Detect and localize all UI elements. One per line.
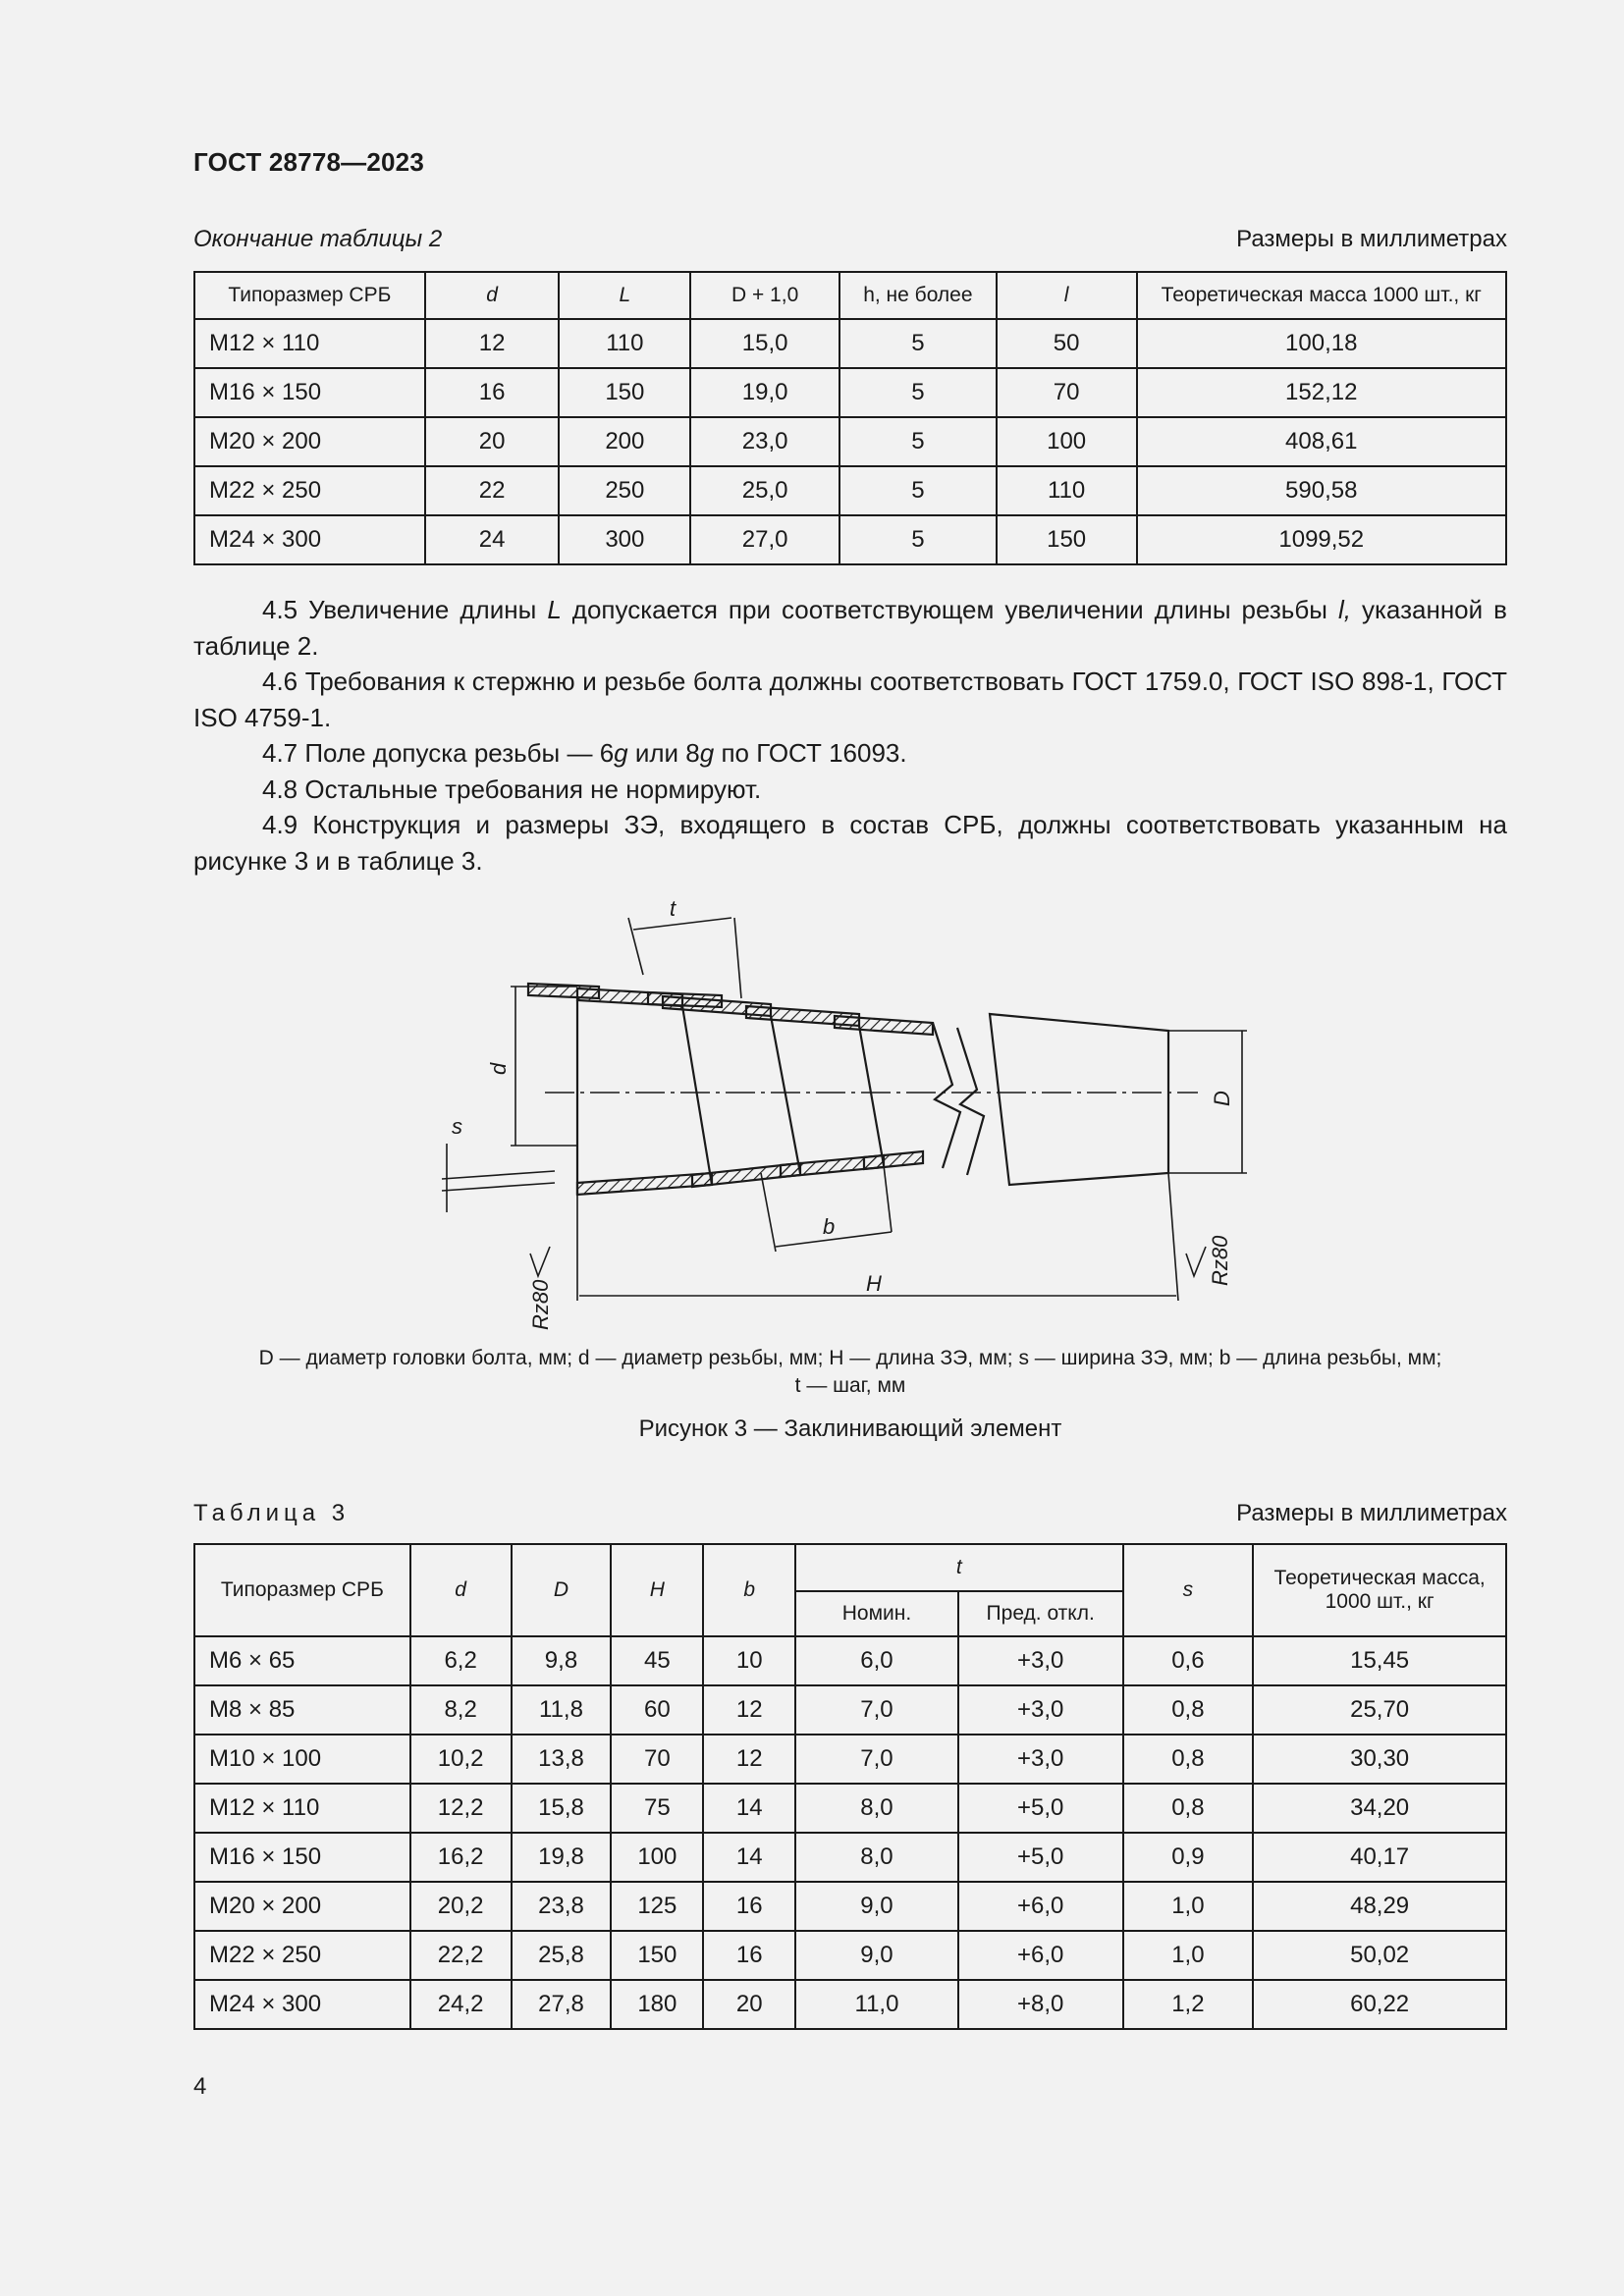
table-cell: М12 × 110 — [194, 1784, 410, 1833]
table-cell: М6 × 65 — [194, 1636, 410, 1685]
table-cell: 150 — [559, 368, 690, 417]
table-cell: 14 — [703, 1833, 795, 1882]
table-cell: 22,2 — [410, 1931, 512, 1980]
table-cell: 1099,52 — [1137, 515, 1506, 564]
table-cell: 14 — [703, 1784, 795, 1833]
table-cell: 0,8 — [1123, 1685, 1254, 1735]
table-cell: 16 — [425, 368, 560, 417]
table-cell: 110 — [997, 466, 1137, 515]
table-cell: 15,45 — [1253, 1636, 1506, 1685]
table-cell: 15,8 — [512, 1784, 612, 1833]
table-cell: 19,8 — [512, 1833, 612, 1882]
figure-label-b: b — [823, 1214, 836, 1239]
table-cell: 8,0 — [795, 1784, 958, 1833]
standard-header: ГОСТ 28778—2023 — [193, 147, 424, 177]
table-cell: 180 — [611, 1980, 703, 2029]
table-cell: 5 — [839, 515, 997, 564]
page-number: 4 — [193, 2073, 207, 2100]
table-row — [194, 368, 1506, 417]
table-row — [194, 1980, 1506, 2029]
table2 — [193, 271, 1507, 565]
table3-col-d: d — [410, 1544, 512, 1636]
table-cell: 5 — [839, 319, 997, 368]
table-cell: М20 × 200 — [194, 1882, 410, 1931]
figure-wedge-element — [422, 888, 1286, 1340]
figure-legend — [193, 1345, 1507, 1400]
table-row — [194, 1685, 1506, 1735]
figure-label-t: t — [670, 896, 677, 921]
table3-col-t: t — [795, 1544, 1122, 1591]
table3-col-t-nom: Номин. — [795, 1591, 958, 1636]
table-cell: 23,8 — [512, 1882, 612, 1931]
table-cell: 408,61 — [1137, 417, 1506, 466]
table-cell: +3,0 — [958, 1636, 1123, 1685]
table-cell: 150 — [997, 515, 1137, 564]
table-row — [194, 515, 1506, 564]
table-cell: 25,0 — [690, 466, 839, 515]
table-cell: +5,0 — [958, 1784, 1123, 1833]
clause-4-6: 4.6 Требования к стержню и резьбе болта должны соответствовать ГОСТ 1759.0, ГОСТ ISO 898-1, ГОСТ ISO 4759-1. — [193, 667, 1507, 732]
table-cell: 8,2 — [410, 1685, 512, 1735]
table-cell: 12 — [703, 1685, 795, 1735]
table2-col-size: Типоразмер СРБ — [194, 272, 425, 319]
table-row — [194, 319, 1506, 368]
table-cell: 1,2 — [1123, 1980, 1254, 2029]
table-row — [194, 1636, 1506, 1685]
table-row — [194, 417, 1506, 466]
table-cell: +3,0 — [958, 1735, 1123, 1784]
clause-4-5: 4.5 Увеличение длины L допускается при соответствующем увеличении длины резьбы l, указанной в таблице 2. — [193, 595, 1507, 661]
clauses-text — [193, 592, 1507, 879]
roughness-right: Rz80 — [1208, 1235, 1232, 1286]
table-cell: 11,8 — [512, 1685, 612, 1735]
figure-label-s: s — [452, 1114, 462, 1139]
figure-legend-line1: D — диаметр головки болта, мм; d — диаметр резьбы, мм; H — длина ЗЭ, мм; s — ширина ЗЭ, мм; b — длина резьбы, мм; — [258, 1347, 1442, 1369]
table-cell: 0,9 — [1123, 1833, 1254, 1882]
table-cell: 10,2 — [410, 1735, 512, 1784]
table-cell: +6,0 — [958, 1931, 1123, 1980]
table-cell: 12 — [425, 319, 560, 368]
table2-caption-row — [193, 226, 1507, 253]
table-cell: 9,0 — [795, 1882, 958, 1931]
table-cell: М20 × 200 — [194, 417, 425, 466]
table-cell: 24,2 — [410, 1980, 512, 2029]
table-cell: 27,8 — [512, 1980, 612, 2029]
table-cell: 11,0 — [795, 1980, 958, 2029]
table-cell: 100 — [997, 417, 1137, 466]
table-cell: 70 — [611, 1735, 703, 1784]
table-cell: 48,29 — [1253, 1882, 1506, 1931]
table-cell: 0,8 — [1123, 1735, 1254, 1784]
table-cell: 250 — [559, 466, 690, 515]
table-cell: 60 — [611, 1685, 703, 1735]
table3-header-row-1 — [194, 1544, 1506, 1591]
figure-label-H: H — [866, 1271, 882, 1296]
table3-col-size: Типоразмер СРБ — [194, 1544, 410, 1636]
table-cell: 70 — [997, 368, 1137, 417]
table-row — [194, 1735, 1506, 1784]
table-cell: 27,0 — [690, 515, 839, 564]
clause-4-9: 4.9 Конструкция и размеры ЗЭ, входящего в состав СРБ, должны соответствовать указанным на рисунке 3 и в таблице 3. — [193, 810, 1507, 876]
table-cell: 15,0 — [690, 319, 839, 368]
table-cell: 7,0 — [795, 1685, 958, 1735]
table2-col-l: l — [997, 272, 1137, 319]
table-cell: М16 × 150 — [194, 1833, 410, 1882]
table-cell: 50 — [997, 319, 1137, 368]
table-cell: М10 × 100 — [194, 1735, 410, 1784]
table-cell: 20 — [425, 417, 560, 466]
table-cell: 23,0 — [690, 417, 839, 466]
figure-label-d: d — [486, 1062, 511, 1075]
table3-col-t-dev: Пред. откл. — [958, 1591, 1123, 1636]
table3-col-D: D — [512, 1544, 612, 1636]
table-cell: 1,0 — [1123, 1931, 1254, 1980]
table-cell: +3,0 — [958, 1685, 1123, 1735]
table-cell: 24 — [425, 515, 560, 564]
table-cell: 300 — [559, 515, 690, 564]
table-cell: М22 × 250 — [194, 466, 425, 515]
table-cell: 6,2 — [410, 1636, 512, 1685]
table3-caption: Таблица 3 — [193, 1500, 351, 1526]
table-row — [194, 1833, 1506, 1882]
table-cell: 100,18 — [1137, 319, 1506, 368]
figure-legend-line2: t — шаг, мм — [794, 1374, 906, 1397]
table-cell: 0,6 — [1123, 1636, 1254, 1685]
table-cell: 10 — [703, 1636, 795, 1685]
table3 — [193, 1543, 1507, 2030]
table2-col-d: d — [425, 272, 560, 319]
upper-strip-4 — [835, 1016, 933, 1035]
table3-col-H: H — [611, 1544, 703, 1636]
table-cell: 9,8 — [512, 1636, 612, 1685]
table3-col-s: s — [1123, 1544, 1254, 1636]
table2-col-D: D + 1,0 — [690, 272, 839, 319]
table-cell: 12 — [703, 1735, 795, 1784]
bolt-head — [990, 1014, 1168, 1185]
table-cell: 16,2 — [410, 1833, 512, 1882]
table-cell: +5,0 — [958, 1833, 1123, 1882]
table-cell: 200 — [559, 417, 690, 466]
table3-col-b: b — [703, 1544, 795, 1636]
table-cell: М12 × 110 — [194, 319, 425, 368]
table-cell: 9,0 — [795, 1931, 958, 1980]
table-cell: 12,2 — [410, 1784, 512, 1833]
table-cell: +6,0 — [958, 1882, 1123, 1931]
table-row — [194, 1882, 1506, 1931]
table-cell: М8 × 85 — [194, 1685, 410, 1735]
table-cell: 25,8 — [512, 1931, 612, 1980]
table-cell: 150 — [611, 1931, 703, 1980]
table-cell: 34,20 — [1253, 1784, 1506, 1833]
figure-label-D: D — [1210, 1091, 1234, 1106]
table-cell: М16 × 150 — [194, 368, 425, 417]
table-cell: 152,12 — [1137, 368, 1506, 417]
clause-4-7: 4.7 Поле допуска резьбы — 6g или 8g по ГОСТ 16093. — [262, 738, 907, 768]
table2-caption: Окончание таблицы 2 — [193, 226, 443, 252]
clause-4-8: 4.8 Остальные требования не нормируют. — [262, 774, 762, 804]
table-cell: 5 — [839, 417, 997, 466]
table-cell: 16 — [703, 1882, 795, 1931]
table-cell: 75 — [611, 1784, 703, 1833]
table-cell: М22 × 250 — [194, 1931, 410, 1980]
table-cell: 19,0 — [690, 368, 839, 417]
table-cell: 60,22 — [1253, 1980, 1506, 2029]
table-cell: 45 — [611, 1636, 703, 1685]
table-cell: 50,02 — [1253, 1931, 1506, 1980]
table-row — [194, 466, 1506, 515]
table-cell: 125 — [611, 1882, 703, 1931]
table-cell: 110 — [559, 319, 690, 368]
figure-title: Рисунок 3 — Заклинивающий элемент — [638, 1415, 1062, 1442]
table-cell: М24 × 300 — [194, 1980, 410, 2029]
table-cell: 8,0 — [795, 1833, 958, 1882]
table-cell: 25,70 — [1253, 1685, 1506, 1735]
table-cell: 5 — [839, 466, 997, 515]
lower-strip-4 — [864, 1151, 923, 1169]
table3-col-mass: Теоретическая масса, 1000 шт., кг — [1253, 1544, 1506, 1636]
roughness-left: Rz80 — [528, 1279, 553, 1330]
table-cell: 13,8 — [512, 1735, 612, 1784]
table3-caption-row — [193, 1500, 1507, 1527]
table2-col-h: h, не более — [839, 272, 997, 319]
table-cell: 20 — [703, 1980, 795, 2029]
table-cell: 590,58 — [1137, 466, 1506, 515]
table2-header-row — [194, 272, 1506, 319]
table-cell: 40,17 — [1253, 1833, 1506, 1882]
table2-units: Размеры в миллиметрах — [1236, 226, 1507, 252]
table-cell: +8,0 — [958, 1980, 1123, 2029]
upper-crest-2 — [648, 992, 722, 1007]
table-row — [194, 1784, 1506, 1833]
table-cell: 6,0 — [795, 1636, 958, 1685]
table-cell: 1,0 — [1123, 1882, 1254, 1931]
table3-units: Размеры в миллиметрах — [1236, 1500, 1507, 1526]
table-cell: 30,30 — [1253, 1735, 1506, 1784]
table-cell: 0,8 — [1123, 1784, 1254, 1833]
table-cell: 7,0 — [795, 1735, 958, 1784]
table-cell: 22 — [425, 466, 560, 515]
table-cell: 100 — [611, 1833, 703, 1882]
table-cell: 20,2 — [410, 1882, 512, 1931]
table2-col-mass: Теоретическая масса 1000 шт., кг — [1137, 272, 1506, 319]
table-row — [194, 1931, 1506, 1980]
table-cell: 5 — [839, 368, 997, 417]
table-cell: 16 — [703, 1931, 795, 1980]
table-cell: М24 × 300 — [194, 515, 425, 564]
table2-col-L: L — [559, 272, 690, 319]
